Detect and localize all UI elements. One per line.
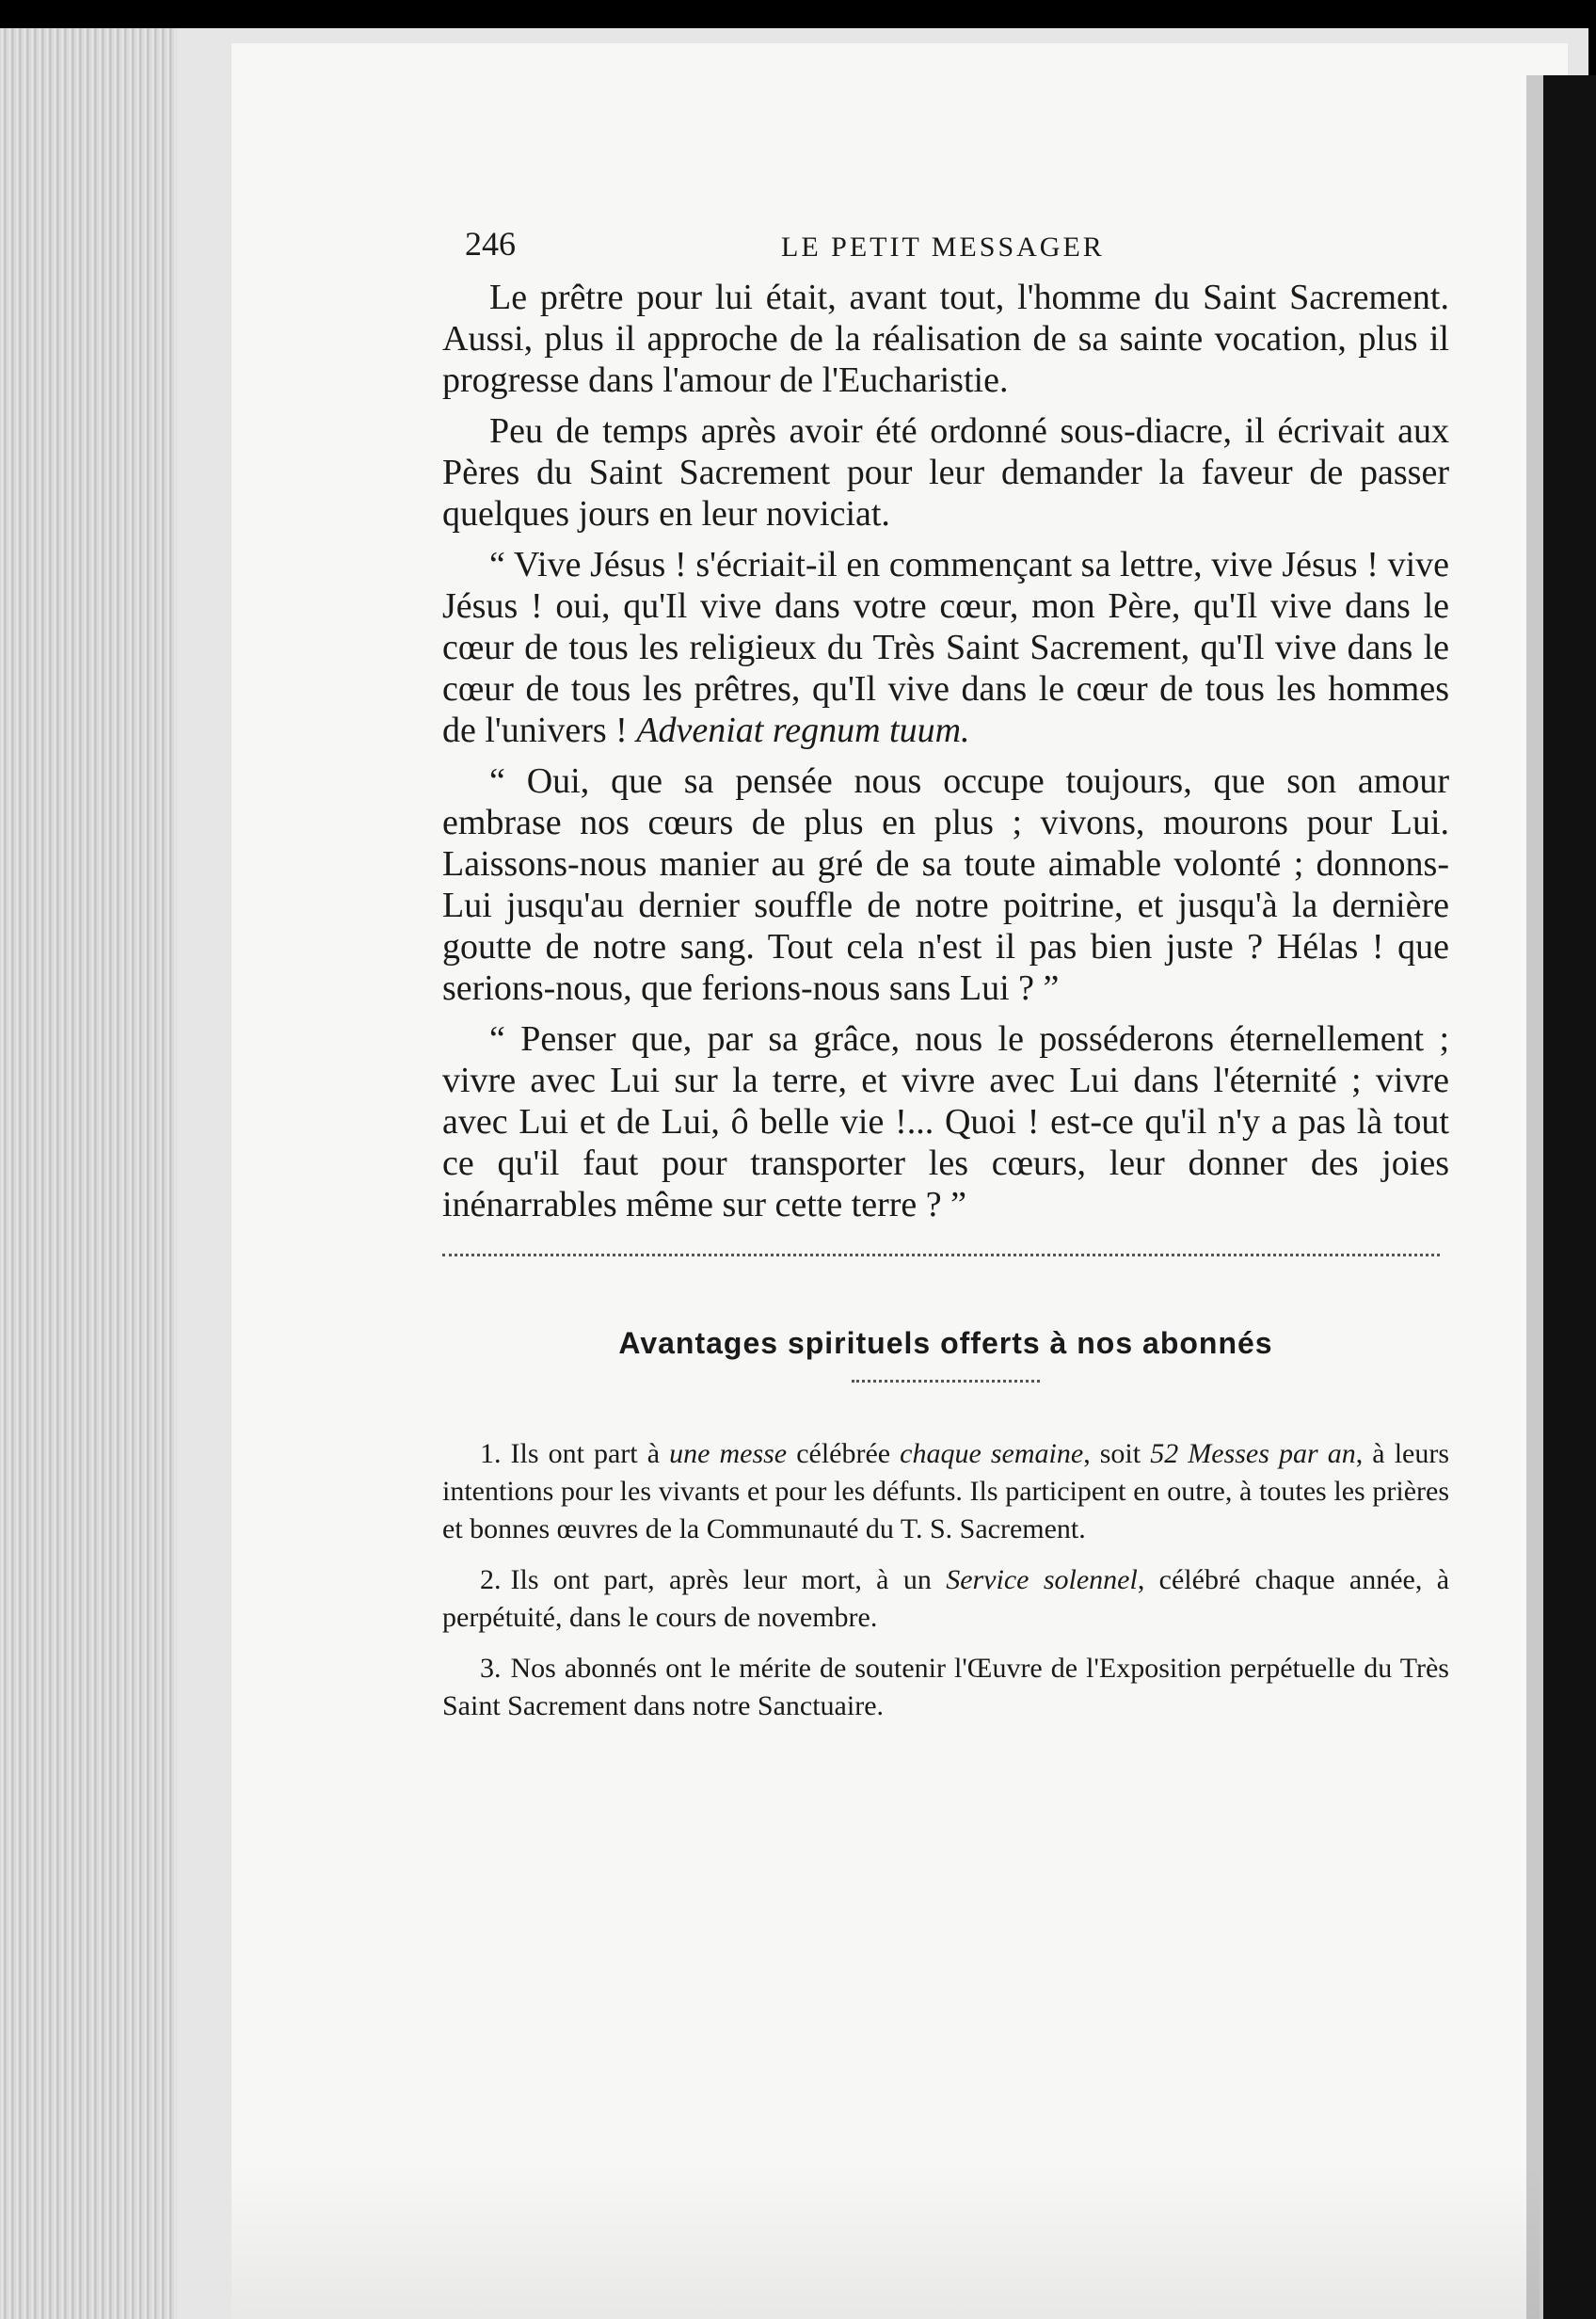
paragraph-3 (442, 544, 1449, 751)
benefit-text: , soit (1083, 1438, 1151, 1469)
running-head (442, 216, 1449, 277)
benefit-number: 2. (480, 1564, 502, 1595)
benefit-item-2 (442, 1561, 1449, 1637)
title-ornament (852, 1380, 1040, 1390)
benefit-emphasis: chaque semaine (900, 1438, 1084, 1469)
paragraph-5: “ Penser que, par sa grâce, nous le posséderons éternellement ; vivre avec Lui sur la terre, et vivre avec Lui dans l'éternité ; vivre avec Lui et de Lui, ô belle vie !... Quoi ! est-ce qu'il n'y a pas là tout ce qu'il faut pour transporter les cœurs, leur donner des joies inénarrables même sur cette terre ? ” (442, 1019, 1449, 1224)
benefit-item-3 (442, 1650, 1449, 1725)
latin-phrase: Adveniat regnum tuum. (636, 711, 970, 750)
page-number: 246 (465, 225, 516, 263)
benefit-number: 1. (480, 1438, 502, 1469)
page-right-edge (1526, 75, 1543, 2319)
benefit-emphasis: une messe (669, 1438, 788, 1469)
benefit-text: Nos abonnés ont le mérite de soutenir l'Œuvre de l'Exposition perpétuelle du Très Saint Sacrement dans notre Sanctuaire. (442, 1653, 1449, 1721)
paragraph-4: “ Oui, que sa pensée nous occupe toujours, que son amour embrase nos cœurs de plus en plus ; vivons, mourons pour Lui. Laissons-nous manier au gré de sa toute aimable volonté ; donnons-Lui jusqu'au dernier souffle de notre poitrine, et jusqu'à la dernière goutte de notre sang. Tout cela n'est il pas bien juste ? Hélas ! que serions-nous, que ferions-nous sans Lui ? ” (442, 761, 1449, 1008)
section-divider (442, 1254, 1440, 1270)
benefit-text: Ils ont part, après leur mort, à un (510, 1564, 947, 1595)
paragraph-1: Le prêtre pour lui était, avant tout, l'homme du Saint Sacrement. Aussi, plus il approche de la réalisation de sa sainte vocation, plus il progresse dans l'amour de l'Eucharistie. (442, 278, 1449, 400)
benefit-text: célébrée (787, 1438, 901, 1469)
benefit-emphasis: Service solennel (946, 1564, 1138, 1595)
benefit-text: Ils ont part à (510, 1438, 670, 1469)
benefit-text: , à leurs intentions pour les vivants et pour les défunts. Ils participent en outre, à toutes les prières et bonnes œuvres de la Communauté du T. S. Sacrement. (442, 1438, 1450, 1544)
paragraph-3-text: “ Vive Jésus ! s'écriait-il en commençant sa lettre, vive Jésus ! vive Jésus ! oui, qu'Il vive dans votre cœur, mon Père, qu'Il vive dans le cœur de tous les religieux du Très Saint Sacrement, qu'Il vive dans le cœur de tous les prêtres, qu'Il vive dans le cœur de tous les hommes de l'univers ! (442, 545, 1449, 750)
benefit-text: , célébré chaque année, à perpétuité, dans le cours de novembre. (442, 1564, 1450, 1633)
running-title: LE PETIT MESSAGER (781, 232, 1105, 263)
benefit-emphasis: 52 Messes par an (1150, 1438, 1356, 1469)
benefits-list (442, 1435, 1449, 1725)
paragraph-2: Peu de temps après avoir été ordonné sous-diacre, il écrivait aux Pères du Saint Sacrement pour leur demander la faveur de passer quelques jours en leur noviciat. (442, 411, 1449, 534)
section-title: Avantages spirituels offerts à nos abonnés (618, 1326, 1273, 1360)
benefit-number: 3. (480, 1653, 502, 1684)
benefit-item-1 (442, 1435, 1449, 1548)
page-content (442, 216, 1449, 1738)
background-right (1543, 75, 1596, 2319)
page-lower-shading (231, 2165, 1540, 2319)
